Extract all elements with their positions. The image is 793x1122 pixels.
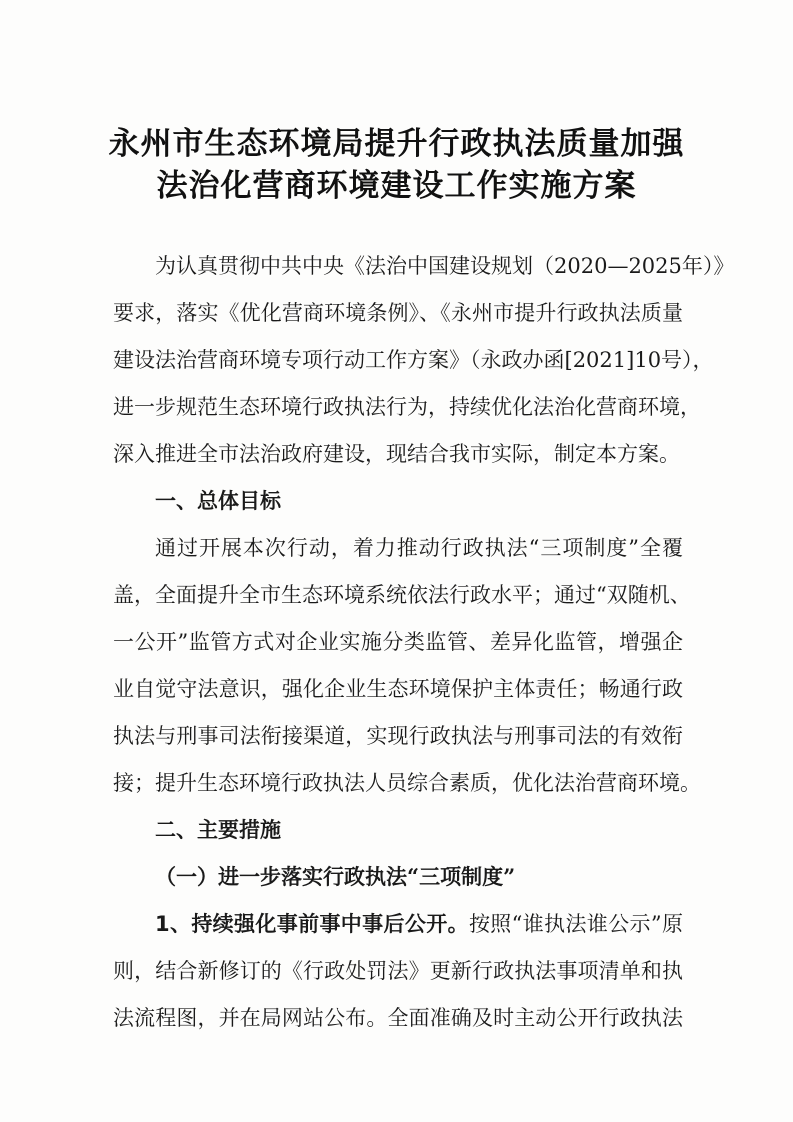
item-1-line-1	[155, 904, 683, 944]
intro-line-4: 进一步规范生态环境行政执法行为，持续优化法治化营商环境，	[113, 395, 701, 419]
document-title-line-2: 法治化营商环境建设工作实施方案	[156, 168, 637, 204]
item-1-lead-rest: 按照“谁执法谁公示”原	[468, 912, 683, 936]
section-1-line-3: 一公开”监管方式对企业实施分类监管、差异化监管，增强企	[113, 630, 683, 654]
intro-line-2: 要求，落实《优化营商环境条例》、《永州市提升行政执法质量	[113, 301, 683, 325]
section-1-line-5: 执法与刑事司法衔接渠道，实现行政执法与刑事司法的有效衔	[113, 724, 683, 748]
section-2-heading: 二、主要措施	[155, 818, 281, 842]
intro-line-3: 建设法治营商环境专项行动工作方案》（永政办函[2021]10号），	[113, 348, 714, 372]
item-1-line-3: 法流程图，并在局网站公布。全面准确及时主动公开行政执法	[113, 1006, 683, 1030]
section-1-line-1: 通过开展本次行动，着力推动行政执法“三项制度”全覆	[155, 536, 683, 560]
intro-line-5: 深入推进全市法治政府建设，现结合我市实际，制定本方案。	[113, 442, 680, 466]
subsection-1-heading: （一）进一步落实行政执法“三项制度”	[155, 864, 516, 889]
item-1-line-2: 则，结合新修订的《行政处罚法》更新行政执法事项清单和执	[113, 959, 683, 983]
intro-line-1: 为认真贯彻中共中央《法治中国建设规划（2020—2025年）》	[155, 254, 735, 278]
document-title-line-1: 永州市生态环境局提升行政执法质量加强	[108, 126, 685, 162]
section-1-line-2: 盖，全面提升全市生态环境系统依法行政水平；通过“双随机、	[113, 583, 691, 607]
section-1-heading: 一、总体目标	[155, 489, 281, 513]
section-1-line-4: 业自觉守法意识，强化企业生态环境保护主体责任；畅通行政	[113, 677, 683, 701]
item-1-lead: 1、持续强化事前事中事后公开。	[155, 912, 469, 936]
section-1-line-6: 接；提升生态环境行政执法人员综合素质，优化法治营商环境。	[113, 771, 701, 795]
